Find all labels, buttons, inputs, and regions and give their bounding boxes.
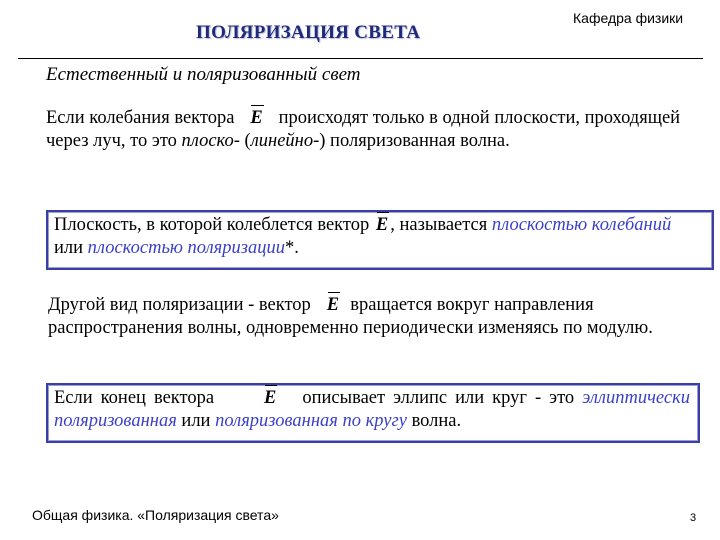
italic-term: плоско- [181,131,240,151]
text-span: происходят только в одной плоскости, проходящей через луч, то это [46,108,681,151]
highlight-term: эллиптически поляризованная [54,388,691,431]
definition-box-plane [46,210,714,270]
vector-e-symbol: E [375,215,389,235]
page-title: ПОЛЯРИЗАЦИЯ СВЕТА [196,22,421,43]
text-span: или [176,411,216,431]
definition-box-elliptical [46,383,700,443]
text-span: Если конец вектора [54,388,223,408]
text-span: Плоскость, в которой колеблется вектор [54,215,374,235]
text-span: или [54,238,88,258]
text-span: Если колебания вектора [46,108,235,128]
highlight-term: плоскостью поляризации [87,238,285,258]
text-span: ( [239,131,251,151]
italic-term: линейно- [250,131,320,151]
highlight-term: плоскостью колебаний [491,215,672,235]
paragraph-rotating-vector [48,294,703,340]
header-divider [18,58,703,59]
text-span: Другой вид поляризации - вектор [48,295,316,315]
highlight-term: поляризованная по кругу [215,411,407,431]
vector-e-symbol: E [264,388,277,408]
text-span: ) поляризованная волна. [319,131,510,151]
text-span: *. [284,238,299,258]
department-label: Кафедра физики [573,10,684,26]
vector-e-symbol: E [250,108,263,128]
section-subtitle: Естественный и поляризованный свет [46,64,361,85]
paragraph-plane-polarization [46,107,701,153]
definition-text [54,214,704,260]
text-span: , называется [390,215,492,235]
text-span: волна. [406,411,462,431]
definition-text [54,387,690,433]
footer-course-title: Общая физика. «Поляризация света» [32,507,279,523]
text-span: описывает эллипс или круг - это [294,388,583,408]
text-span: вращается вокруг направления распространения волны, одновременно периодически изменяясь по модулю. [48,295,653,338]
page-number: 3 [690,512,697,524]
vector-e-symbol: E [326,295,340,315]
